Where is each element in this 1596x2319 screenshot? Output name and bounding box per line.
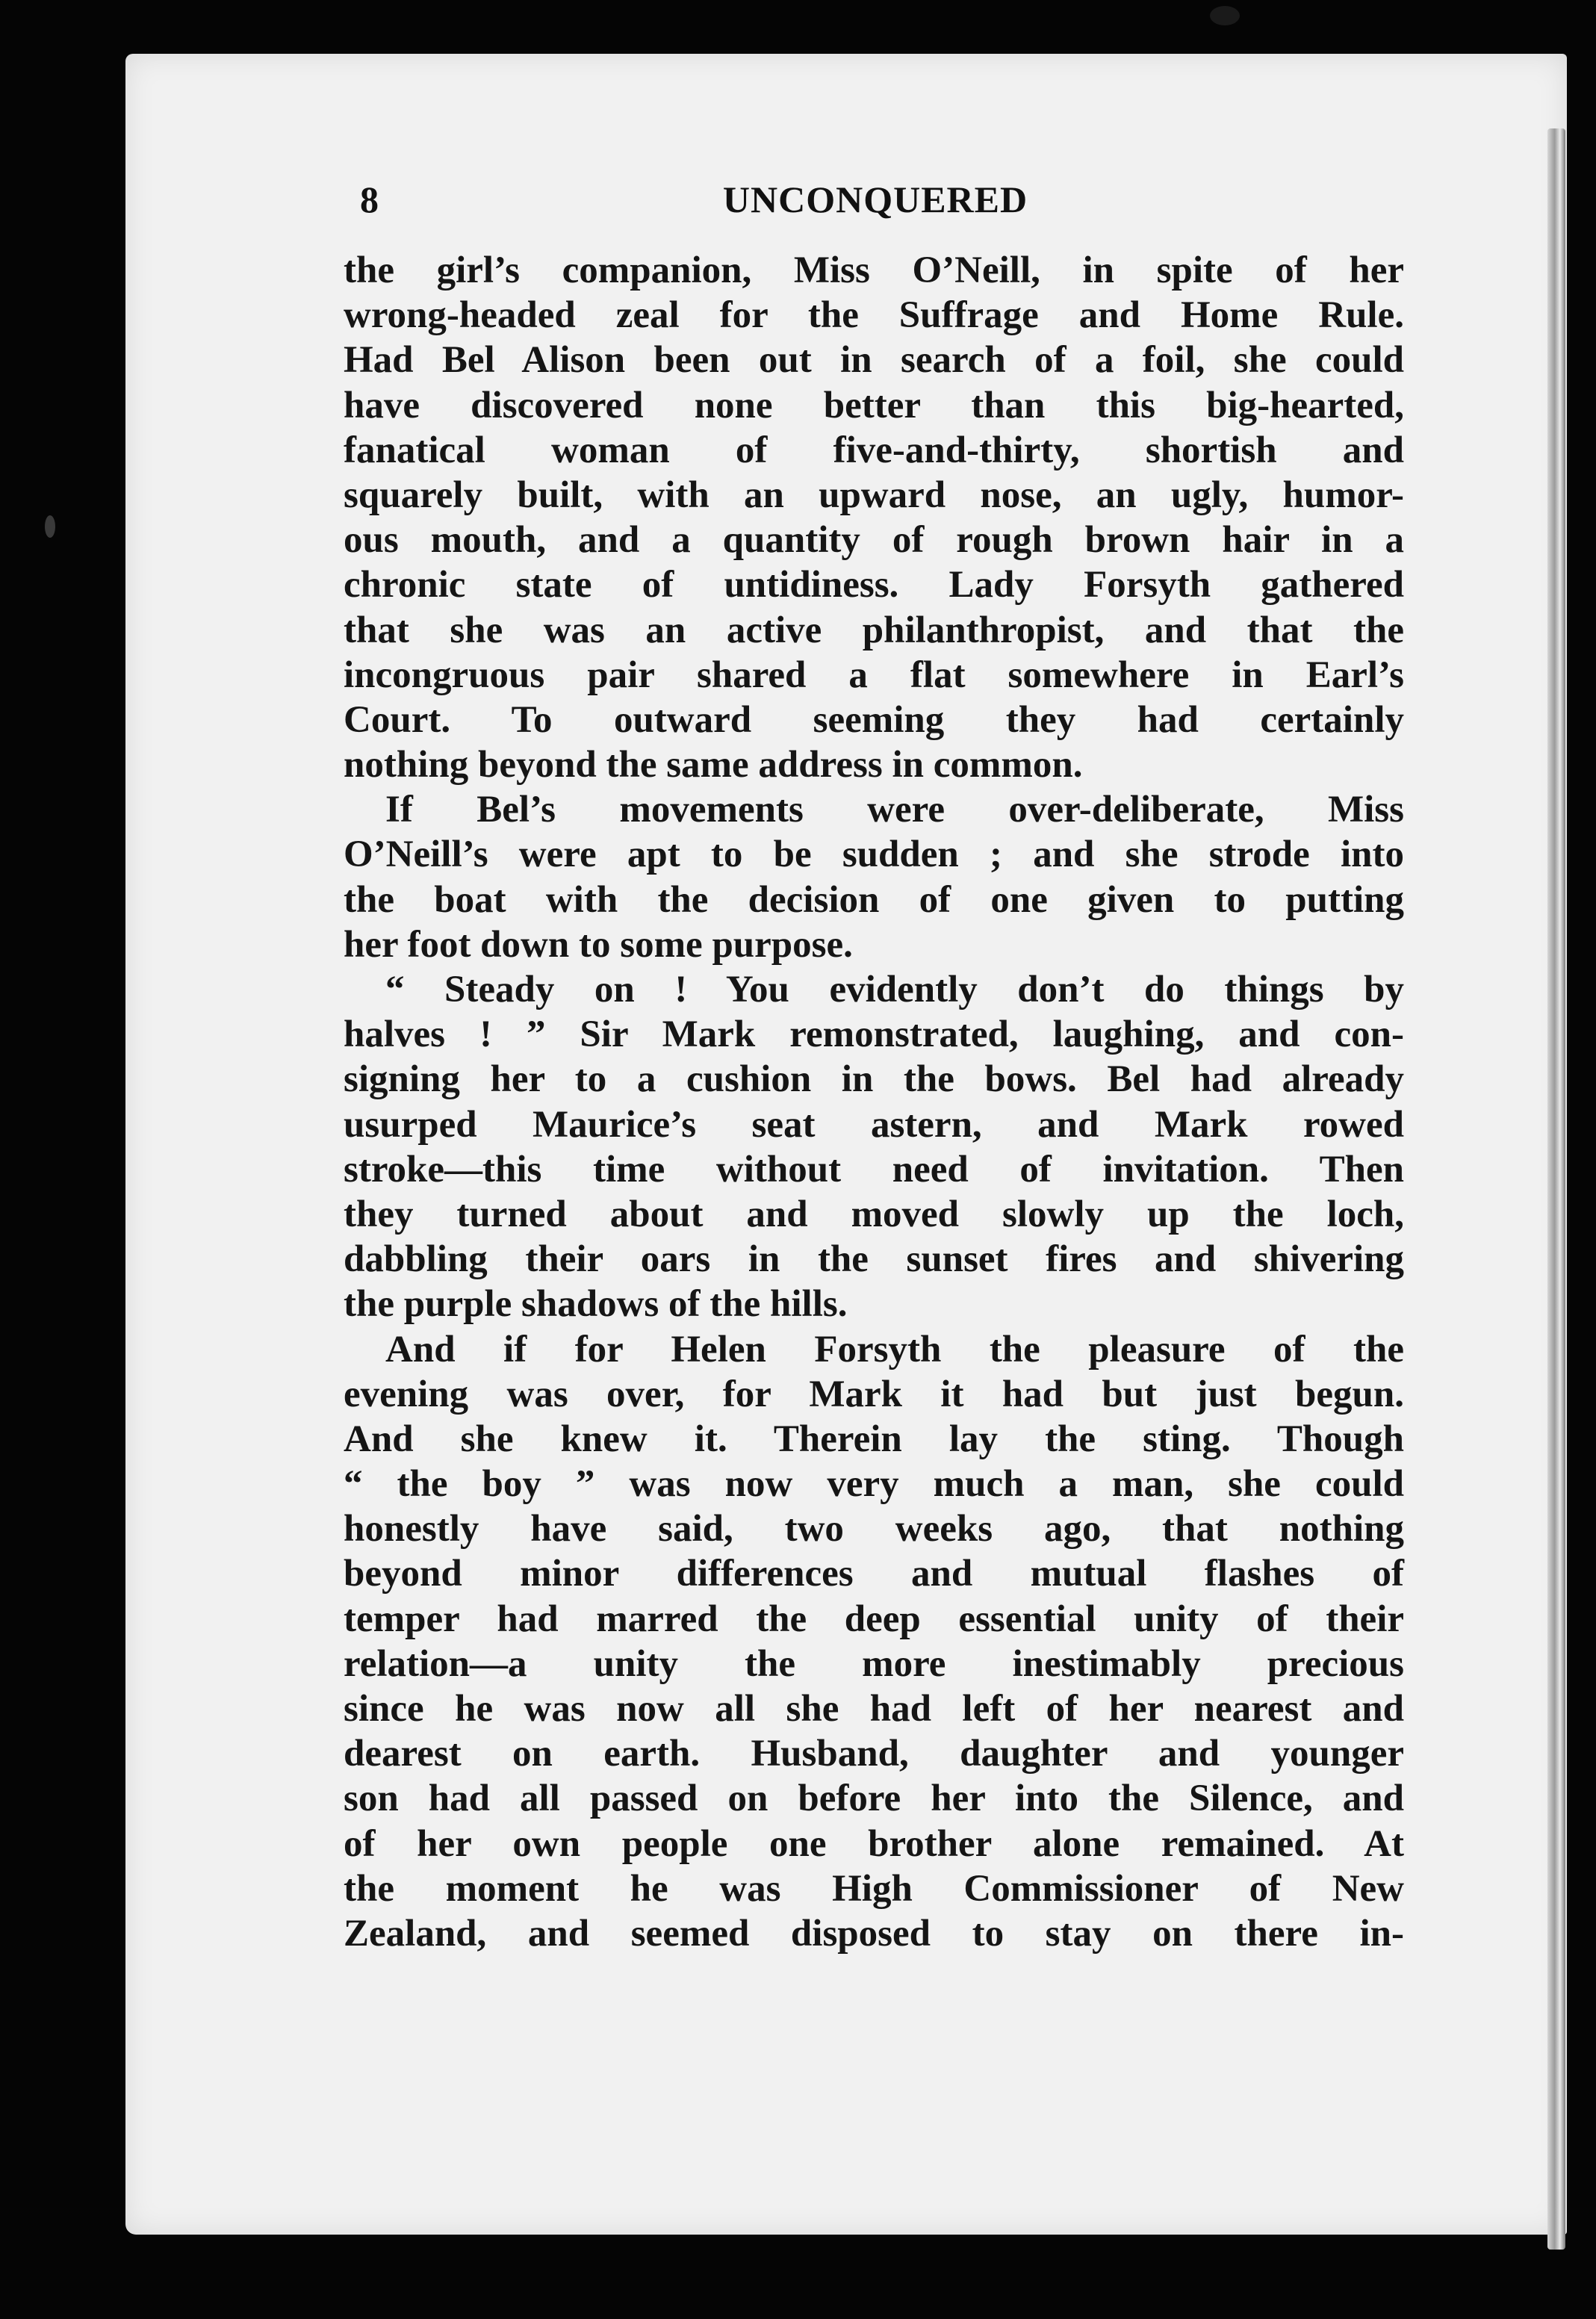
text-line: “ Steady on ! You evidently don’t do things by [385,969,1404,1011]
text-line: relation—a unity the more inestimably precious [344,1642,1404,1685]
text-line: chronic state of untidiness. Lady Forsyth gathered [344,564,1404,606]
text-line: evening was over, for Mark it had but just begun. [344,1373,1404,1415]
text-line: ous mouth, and a quantity of rough brown hair in a [344,519,1404,562]
text-line: O’Neill’s were apt to be sudden ; and she strode into [344,833,1404,876]
text-line: squarely built, with an upward nose, an ugly, humor- [344,474,1404,516]
text-line: the boat with the decision of one given to putting [344,878,1404,921]
text-line: son had all passed on before her into the Silence, and [344,1778,1404,1820]
text-line: Had Bel Alison been out in search of a foil, she could [344,339,1404,382]
text-line: of her own people one brother alone remained. At [344,1822,1404,1865]
text-line: Court. To outward seeming they had certainly [344,698,1404,741]
page-edge [1547,128,1565,2250]
text-line: temper had marred the deep essential unity of their [344,1598,1404,1640]
text-line: dabbling their oars in the sunset fires and shivering [344,1238,1404,1281]
running-head [360,178,1391,230]
text-line: halves ! ” Sir Mark remonstrated, laughing, and con- [344,1013,1404,1056]
text-line: honestly have said, two weeks ago, that nothing [344,1508,1404,1550]
text-line: the moment he was High Commissioner of New [344,1867,1404,1910]
text-line: her foot down to some purpose. [344,923,853,966]
text-line: signing her to a cushion in the bows. Bel had already [344,1058,1404,1101]
text-line: Zealand, and seemed disposed to stay on there in- [344,1912,1404,1955]
text-line: nothing beyond the same address in common. [344,744,1083,786]
body-text [344,248,1404,1956]
text-line: fanatical woman of five-and-thirty, shortish and [344,429,1404,471]
text-line: dearest on earth. Husband, daughter and younger [344,1733,1404,1775]
text-line: beyond minor differences and mutual flashes of [344,1553,1404,1595]
page-number: 8 [360,178,379,220]
dust-speck [1210,6,1240,25]
text-line: If Bel’s movements were over-deliberate, Miss [385,789,1404,831]
text-line: have discovered none better than this big-hearted, [344,384,1404,426]
page-title: UNCONQUERED [722,178,1028,220]
dust-speck [45,515,55,538]
text-line: the girl’s companion, Miss O’Neill, in spite of her [344,249,1404,291]
text-line: incongruous pair shared a flat somewhere in Earl’s [344,654,1404,696]
text-line: they turned about and moved slowly up the loch, [344,1193,1404,1235]
text-line: the purple shadows of the hills. [344,1283,848,1326]
text-line: And if for Helen Forsyth the pleasure of the [385,1328,1404,1370]
text-line: “ the boy ” was now very much a man, she could [344,1463,1404,1506]
text-line: wrong-headed zeal for the Suffrage and Home Rule. [344,294,1404,337]
text-line: And she knew it. Therein lay the sting. Though [344,1418,1404,1460]
text-line: usurped Maurice’s seat astern, and Mark rowed [344,1103,1404,1146]
text-line: since he was now all she had left of her nearest and [344,1688,1404,1730]
text-line: that she was an active philanthropist, and that the [344,609,1404,651]
text-line: stroke—this time without need of invitation. Then [344,1148,1404,1190]
